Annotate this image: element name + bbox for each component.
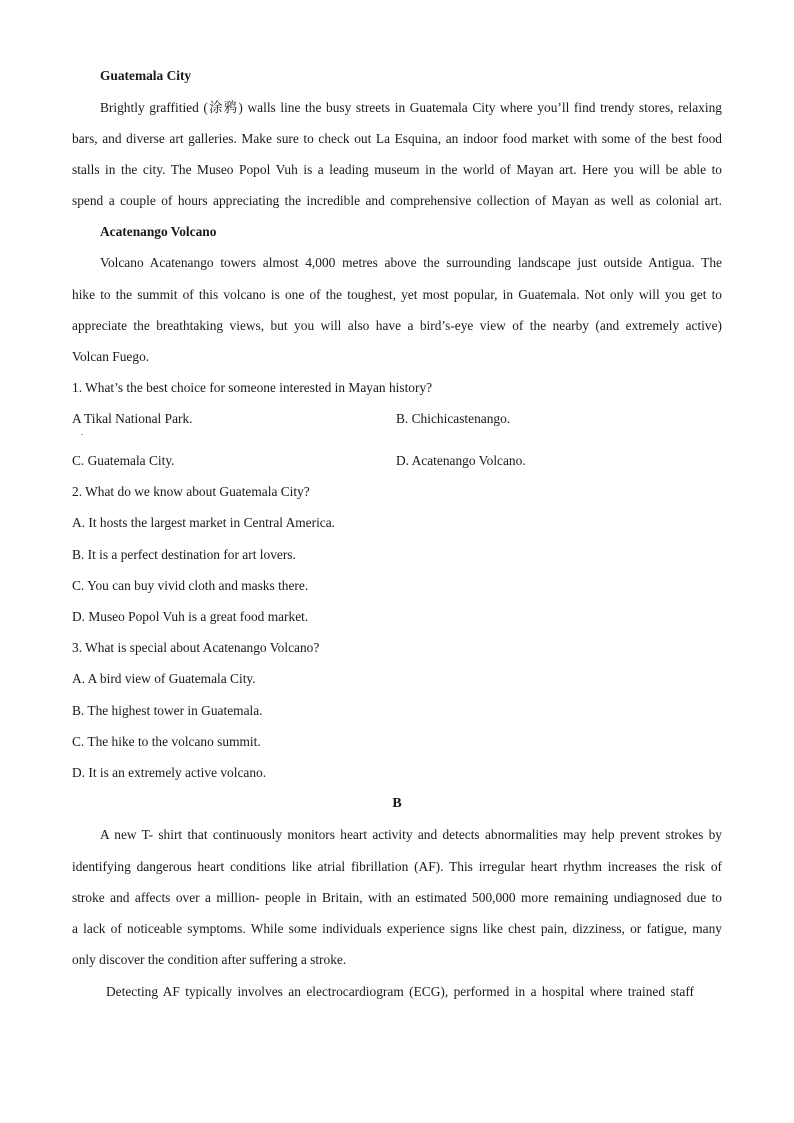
stray-mark: .	[81, 428, 83, 437]
question-2-option-c: C. You can buy vivid cloth and masks there.	[72, 578, 309, 593]
paragraph-line: Detecting AF typically involves an electrocardiogram (ECG), performed in a hospital where trained staff	[106, 984, 694, 999]
paragraph-line: appreciate the breathtaking views, but you will also have a bird’s-eye view of the nearby (and extremely active)	[72, 318, 722, 333]
paragraph-line: Brightly graffitied (涂鸦) walls line the busy streets in Guatemala City where you’ll find trendy stores, relaxing	[100, 100, 722, 115]
section-b-label: B	[392, 796, 402, 811]
question-2-option-b: B. It is a perfect destination for art lovers.	[72, 547, 296, 562]
question-2-stem: 2. What do we know about Guatemala City?	[72, 484, 310, 499]
question-3-option-c: C. The hike to the volcano summit.	[72, 734, 261, 749]
paragraph-line: stalls in the city. The Museo Popol Vuh is a leading museum in the world of Mayan art. Here you will be able to	[72, 162, 722, 177]
paragraph-line: only discover the condition after suffering a stroke.	[72, 952, 347, 967]
question-1-option-b: B. Chichicastenango.	[396, 411, 511, 426]
question-3-option-a: A. A bird view of Guatemala City.	[72, 671, 256, 686]
paragraph-line: spend a couple of hours appreciating the incredible and comprehensive collection of Mayan as well as colonial art.	[72, 193, 722, 208]
paragraph-line: Volcano Acatenango towers almost 4,000 metres above the surrounding landscape just outside Antigua. The	[100, 255, 722, 270]
heading-guatemala-city: Guatemala City	[100, 68, 192, 83]
question-3-option-d: D. It is an extremely active volcano.	[72, 765, 267, 780]
question-1-stem: 1. What’s the best choice for someone interested in Mayan history?	[72, 380, 433, 395]
question-1-option-d: D. Acatenango Volcano.	[396, 453, 526, 468]
paragraph-line: bars, and diverse art galleries. Make sure to check out La Esquina, an indoor food market with some of the best food	[72, 131, 722, 146]
paragraph-line: identifying dangerous heart conditions like atrial fibrillation (AF). This irregular heart rhythm increases the risk of	[72, 859, 722, 874]
question-1-option-a: A Tikal National Park.	[72, 411, 193, 426]
paragraph-line: A new T- shirt that continuously monitors heart activity and detects abnormalities may help prevent strokes by	[100, 827, 722, 842]
question-3-option-b: B. The highest tower in Guatemala.	[72, 703, 263, 718]
question-2-option-d: D. Museo Popol Vuh is a great food market.	[72, 609, 309, 624]
heading-acatenango-volcano: Acatenango Volcano	[100, 224, 217, 239]
paragraph-line: stroke and affects over a million- people in Britain, with an estimated 500,000 more remaining undiagnosed due to	[72, 890, 722, 905]
question-3-stem: 3. What is special about Acatenango Volcano?	[72, 640, 320, 655]
question-2-option-a: A. It hosts the largest market in Central America.	[72, 515, 336, 530]
paragraph-line: a lack of noticeable symptoms. While some individuals experience signs like chest pain, dizziness, or fatigue, many	[72, 921, 722, 936]
paragraph-line: Volcan Fuego.	[72, 349, 150, 364]
question-1-option-c: C. Guatemala City.	[72, 453, 175, 468]
paragraph-line: hike to the summit of this volcano is one of the toughest, yet most popular, in Guatemala. Not only will you get to	[72, 287, 722, 302]
